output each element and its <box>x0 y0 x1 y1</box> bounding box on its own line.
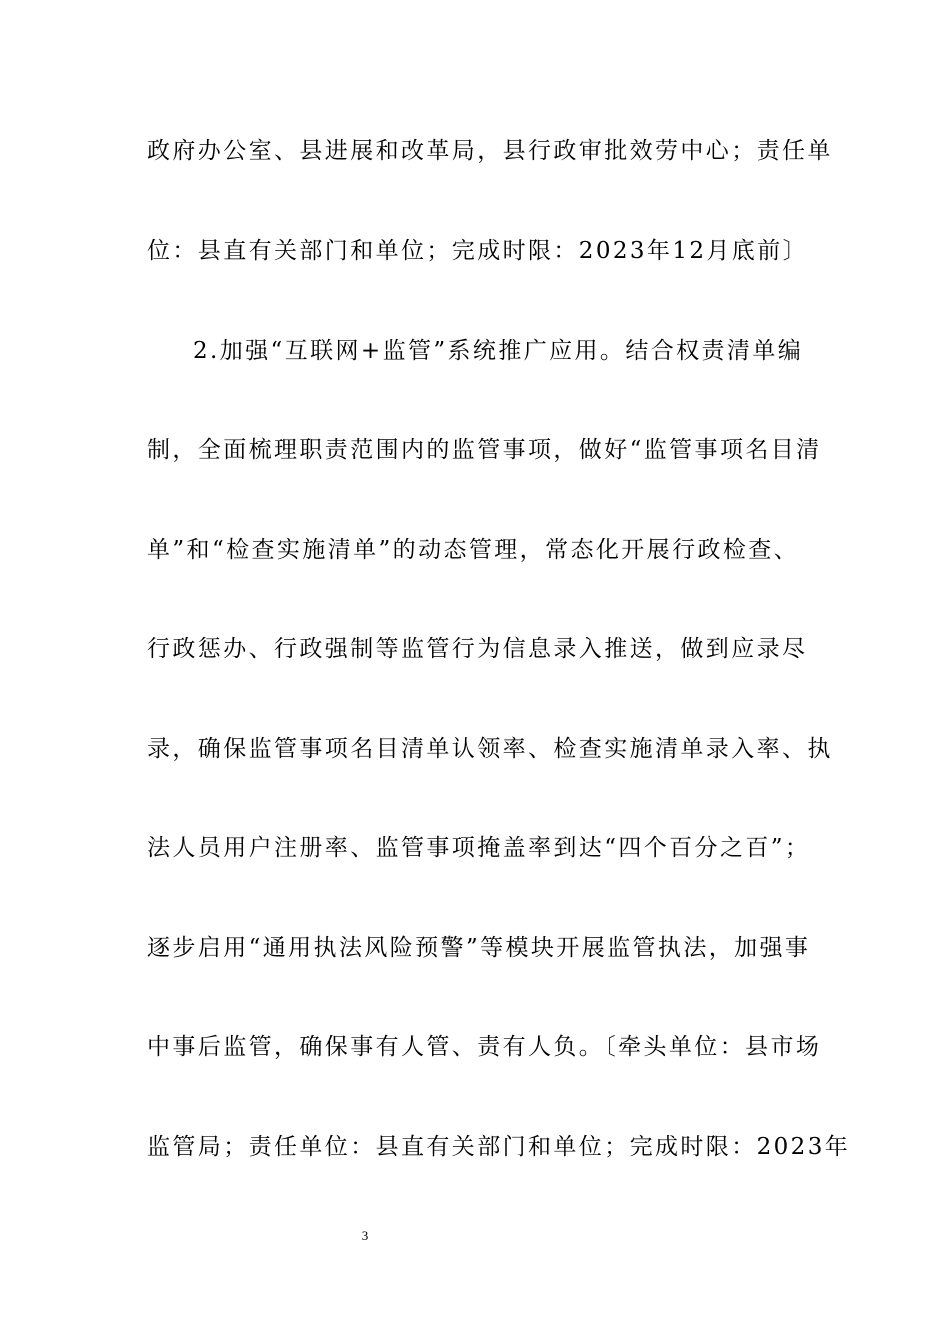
text-line-9: 逐步启用“通用执法风险预警”等模块开展监管执法，加强事 <box>147 935 811 961</box>
text-line-2: 位：县直有关部门和单位；完成时限：2023年12月底前〕 <box>147 238 808 264</box>
text-line-4: 制，全面梳理职责范围内的监管事项，做好“监管事项名目清 <box>147 437 822 463</box>
text-line-10: 中事后监管，确保事有人管、责有人负。〔牵头单位：县市场 <box>147 1034 822 1060</box>
page-number: 3 <box>361 1228 369 1243</box>
text-line-8: 法人员用户注册率、监管事项掩盖率到达“四个百分之百”； <box>147 835 811 861</box>
text-line-1: 政府办公室、县进展和改革局，县行政审批效劳中心；责任单 <box>147 138 833 164</box>
text-line-11: 监管局；责任单位：县直有关部门和单位；完成时限：2023年 <box>147 1134 851 1160</box>
text-line-3: 2.加强“互联网+监管”系统推广应用。结合权责清单编 <box>193 338 804 364</box>
text-line-6: 行政惩办、行政强制等监管行为信息录入推送，做到应录尽 <box>147 636 808 662</box>
text-line-7: 录，确保监管事项名目清单认领率、检查实施清单录入率、执 <box>147 736 833 762</box>
text-line-5: 单”和“检查实施清单”的动态管理，常态化开展行政检查、 <box>147 537 800 563</box>
